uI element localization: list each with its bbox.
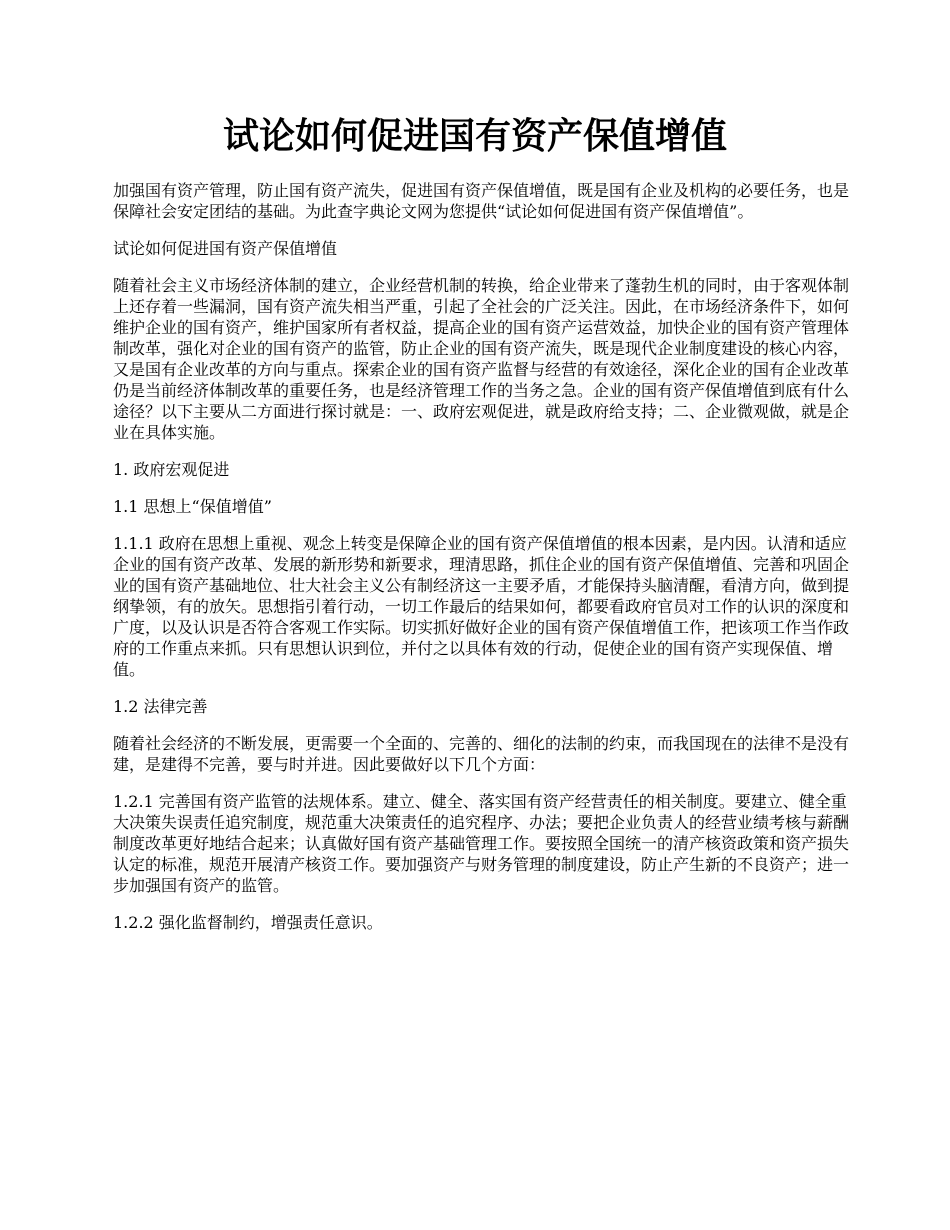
section-heading-1: 1. 政府宏观促进 [113,460,230,479]
section-heading-1-1: 1.1 思想上“保值增值” [113,497,272,516]
section-1-2-1-paragraph: 1.2.1 完善国有资产监管的法规体系。建立、健全、落实国有资产经营责任的相关制度。要建立、健全重大决策失误责任追究制度，规范重大决策责任的追究程序、办法；要把企业负责人的经营业绩考核与薪酬制度改革更好地结合起来；认真做好国有资产基础管理工作。要按照全国统一的清产核资政策和资产损失认定的标准，规范开展清产核资工作。要加强资产与财务管理的制度建设，防止产生新的不良资产；进一步加强国有资产的监管。 [113,792,850,895]
subtitle: 试论如何促进国有资产保值增值 [113,239,338,258]
section-1-1-1-paragraph: 1.1.1 政府在思想上重视、观念上转变是保障企业的国有资产保值增值的根本因素，是内因。认清和适应企业的国有资产改革、发展的新形势和新要求，理清思路，抓住企业的国有资产保值增值、完善和巩固企业的国有资产基础地位、壮大社会主义公有制经济这一主要矛盾，才能保持头脑清醒，看清方向，做到提纲挚领，有的放矢。思想指引着行动，一切工作最后的结果如何，都要看政府官员对工作的认识的深度和广度，以及认识是否符合客观工作实际。切实抓好做好企业的国有资产保值增值工作，把该项工作当作政府的工作重点来抓。只有思想认识到位，并付之以具体有效的行动，促使企业的国有资产实现保值、增值。 [113,534,850,679]
background-paragraph: 随着社会主义市场经济体制的建立，企业经营机制的转换，给企业带来了蓬勃生机的同时，由于客观体制上还存着一些漏洞，国有资产流失相当严重，引起了全社会的广泛关注。因此，在市场经济条件下，如何维护企业的国有资产，维护国家所有者权益，提高企业的国有资产运营效益，加快企业的国有资产管理体制改革，强化对企业的国有资产的监管，防止企业的国有资产流失，既是现代企业制度建设的核心内容，又是国有企业改革的方向与重点。探索企业的国有资产监督与经营的有效途径，深化企业的国有企业改革仍是当前经济体制改革的重要任务，也是经济管理工作的当务之急。企业的国有资产保值增值到底有什么途径？以下主要从二方面进行探讨就是：一、政府宏观促进，就是政府给支持；二、企业微观做，就是企业在具体实施。 [113,276,850,442]
document-body [113,180,853,949]
intro-paragraph: 加强国有资产管理，防止国有资产流失，促进国有资产保值增值，既是国有企业及机构的必要任务，也是保障社会安定团结的基础。为此查字典论文网为您提供“试论如何促进国有资产保值增值”。 [113,181,850,221]
page-title: 试论如何促进国有资产保值增值 [222,115,727,157]
section-heading-1-2-2: 1.2.2 强化监督制约，增强责任意识。 [113,913,383,932]
section-heading-1-2: 1.2 法律完善 [113,697,208,716]
section-1-2-paragraph: 随着社会经济的不断发展，更需要一个全面的、完善的、细化的法制的约束，而我国现在的法律不是没有建，是建得不完善，要与时并进。因此要做好以下几个方面： [113,734,850,774]
